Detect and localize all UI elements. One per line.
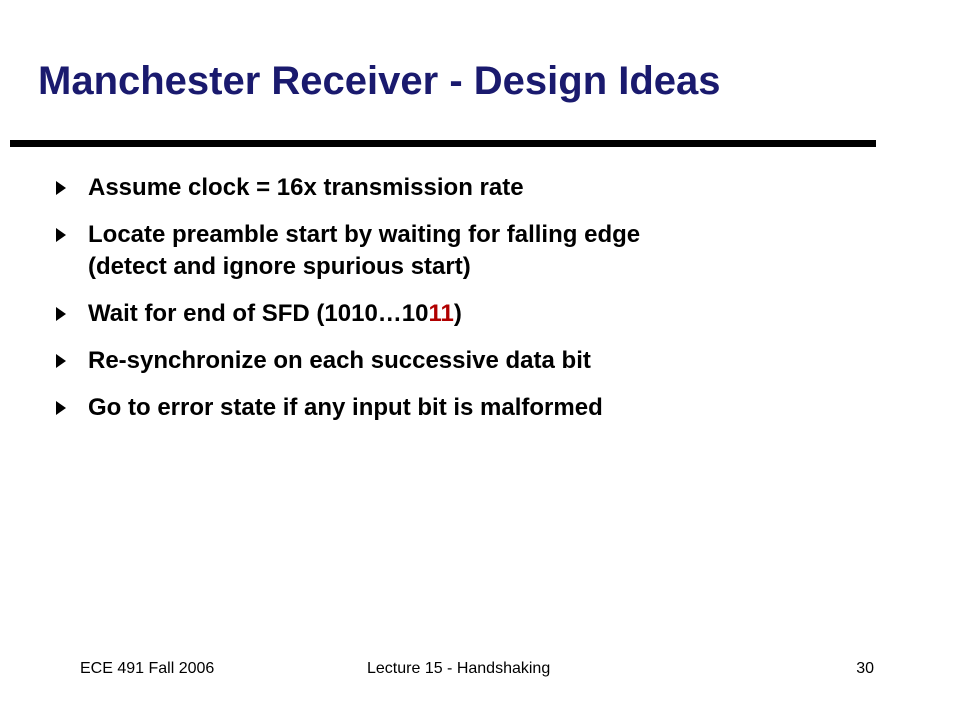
bullet-text: Assume clock = 16x transmission rate: [88, 174, 524, 201]
bullet-item: [56, 298, 876, 330]
bullet-arrow-icon: [56, 354, 66, 368]
bullet-text-line2: (detect and ignore spurious start): [88, 253, 471, 280]
bullet-item: [56, 392, 876, 424]
bullet-text: [88, 298, 876, 330]
bullet-arrow-icon: [56, 228, 66, 242]
bullet-text-suffix: ): [453, 300, 462, 327]
bullet-text-highlight: 11: [428, 300, 454, 327]
bullet-item: [56, 345, 876, 377]
footer-page-number: 30: [856, 660, 874, 677]
bullet-arrow-icon: [56, 307, 66, 321]
bullet-item: [56, 219, 876, 283]
bullet-text-prefix: Wait for end of SFD (1010…10: [88, 300, 429, 327]
bullet-text: Go to error state if any input bit is malformed: [88, 394, 603, 421]
bullet-arrow-icon: [56, 401, 66, 415]
bullet-item: [56, 172, 876, 204]
bullet-list: [56, 172, 876, 439]
footer-course: ECE 491 Fall 2006: [80, 660, 215, 677]
bullet-arrow-icon: [56, 181, 66, 195]
title-divider: [10, 140, 876, 147]
bullet-text: Re-synchronize on each successive data bit: [88, 347, 591, 374]
slide-title: Manchester Receiver - Design Ideas: [38, 59, 721, 103]
bullet-text-line1: Locate preamble start by waiting for falling edge: [88, 221, 641, 248]
footer-lecture: Lecture 15 - Handshaking: [367, 660, 551, 677]
